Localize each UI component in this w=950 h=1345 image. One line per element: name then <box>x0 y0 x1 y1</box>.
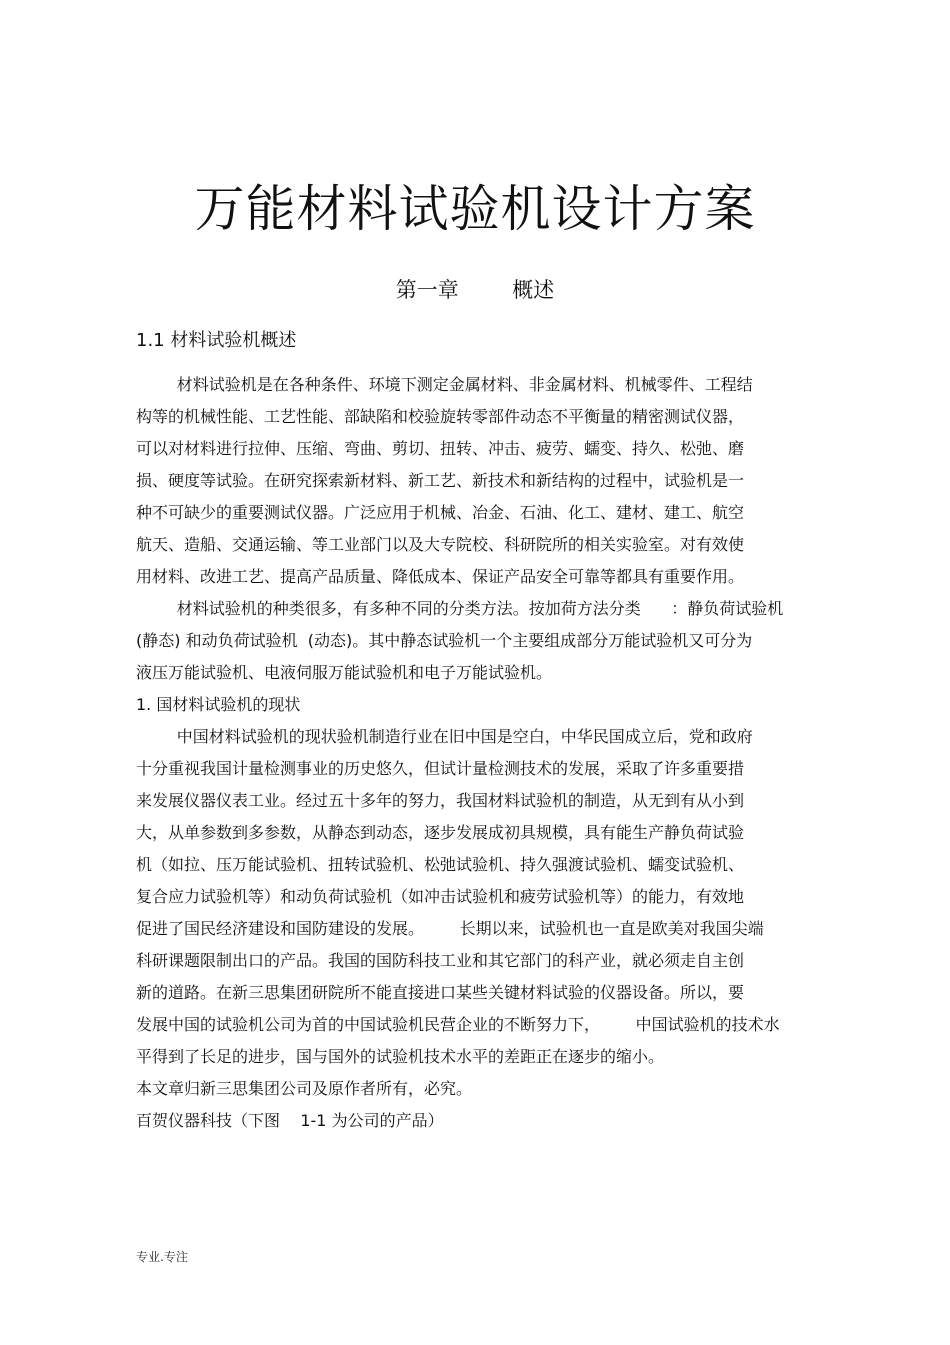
body-line: 来发展仪器仪表工业。经过五十多年的努力，我国材料试验机的制造，从无到有从小到 <box>136 791 745 810</box>
body-line: 十分重视我国计量检测事业的历史悠久，但试计量检测技术的发展，采取了许多重要措 <box>136 759 745 778</box>
body-line: 科研课题限制出口的产品。我国的国防科技工业和其它部门的科产业，就必须走自主创 <box>136 951 745 970</box>
body-line: 可以对材料进行拉伸、压缩、弯曲、剪切、扭转、冲击、疲劳、蠕变、持久、松弛、磨 <box>136 439 745 458</box>
chapter-heading: 第一章 概述 <box>395 278 555 302</box>
body-line: 促进了国民经济建设和国防建设的发展。 长期以来，试验机也一直是欧美对我国尖端 <box>136 919 764 938</box>
subsection-heading: 1. 国材料试验机的现状 <box>136 695 301 714</box>
page-footer: 专业.专注 <box>136 1250 188 1264</box>
body-line: 机（如拉、压万能试验机、扭转试验机、松弛试验机、持久强渡试验机、蠕变试验机、 <box>136 855 745 874</box>
body-line: 材料试验机是在各种条件、环境下测定金属材料、非金属材料、机械零件、工程结 <box>136 375 753 394</box>
document-title: 万能材料试验机设计方案 <box>194 180 756 238</box>
section-heading: 1.1 材料试验机概述 <box>136 330 297 351</box>
body-line: 用材料、改进工艺、提高产品质量、降低成本、保证产品安全可靠等都具有重要作用。 <box>136 567 745 586</box>
body-line: 平得到了长足的进步，国与国外的试验机技术水平的差距正在逐步的缩小。 <box>136 1047 665 1066</box>
body-line: 发展中国的试验机公司为首的中国试验机民营企业的不断努力下， 中国试验机的技术水 <box>136 1015 780 1034</box>
body-line: 种不可缺少的重要测试仪器。广泛应用于机械、冶金、石油、化工、建材、建工、航空 <box>136 503 745 522</box>
body-line: 液压万能试验机、电液伺服万能试验机和电子万能试验机。 <box>136 663 553 682</box>
body-line: 复合应力试验机等）和动负荷试验机（如冲击试验机和疲劳试验机等）的能力，有效地 <box>136 887 745 906</box>
body-line: 损、硬度等试验。在研究探索新材料、新工艺、新技术和新结构的过程中，试验机是一 <box>136 471 745 490</box>
body-line: 本文章归新三思集团公司及原作者所有，必究。 <box>136 1079 473 1098</box>
body-line: (静态) 和动负荷试验机 (动态)。其中静态试验机一个主要组成部分万能试验机又可分为 <box>136 631 753 650</box>
body-line: 中国材料试验机的现状验机制造行业在旧中国是空白，中华民国成立后，党和政府 <box>136 727 753 746</box>
body-line: 大，从单参数到多参数，从静态到动态，逐步发展成初具规模，具有能生产静负荷试验 <box>136 823 745 842</box>
body-line: 百贺仪器科技（下图 1-1 为公司的产品） <box>136 1111 444 1130</box>
body-line: 材料试验机的种类很多，有多种不同的分类方法。按加荷方法分类 ：静负荷试验机 <box>136 599 784 618</box>
body-line: 新的道路。在新三思集团研院所不能直接进口某些关键材料试验的仪器设备。所以，要 <box>136 983 745 1002</box>
body-line: 航天、造船、交通运输、等工业部门以及大专院校、科研院所的相关实验室。对有效使 <box>136 535 745 554</box>
body-line: 构等的机械性能、工艺性能、部缺陷和校验旋转零部件动态不平衡量的精密测试仪器， <box>136 407 745 426</box>
